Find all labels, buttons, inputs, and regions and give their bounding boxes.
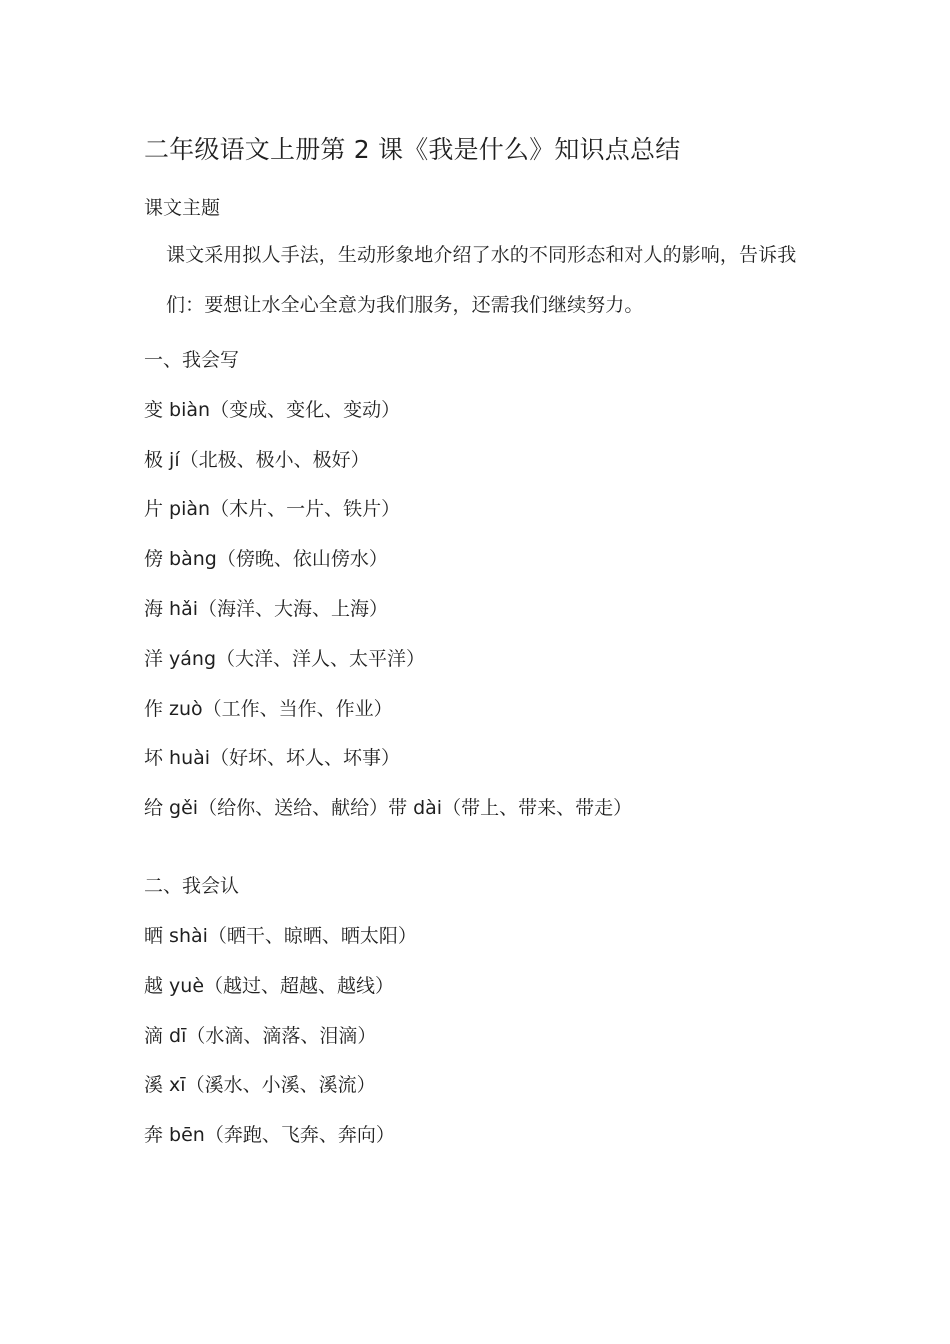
list-item: 片 piàn（木片、一片、铁片） [144,498,401,521]
list-item: 变 biàn（变成、变化、变动） [144,398,401,421]
list-item: 晒 shài（晒干、晾晒、晒太阳） [144,924,417,947]
write-section-heading: 一、我会写 [144,349,240,371]
recognize-list [144,922,824,1149]
document-title: 二年级语文上册第 2 课《我是什么》知识点总结 [144,135,681,164]
list-item: 海 hǎi（海洋、大海、上海） [144,597,389,620]
theme-paragraph: 课文采用拟人手法，生动形象地介绍了水的不同形态和对人的影响，告诉我们：要想让水全心全意为我们服务，还需我们继续努力。 [166,244,797,316]
list-item: 越 yuè（越过、超越、越线） [144,974,395,997]
list-item: 滴 dī（水滴、滴落、泪滴） [144,1024,377,1047]
list-item: 作 zuò（工作、当作、作业） [144,697,393,720]
write-list [144,396,824,822]
list-item: 傍 bàng（傍晚、依山傍水） [144,548,388,571]
theme-heading: 课文主题 [144,197,221,219]
recognize-section-heading: 二、我会认 [144,875,240,898]
list-item: 给 gěi（给你、送给、献给）带 dài（带上、带来、带走） [144,797,633,820]
document-content [144,128,824,1149]
list-item: 奔 bēn（奔跑、飞奔、奔向） [144,1124,395,1147]
list-item: 洋 yáng（大洋、洋人、太平洋） [144,647,426,670]
list-item: 坏 huài（好坏、坏人、坏事） [144,747,401,770]
list-item: 溪 xī（溪水、小溪、溪流） [144,1074,376,1097]
list-item: 极 jí（北极、极小、极好） [144,448,370,471]
